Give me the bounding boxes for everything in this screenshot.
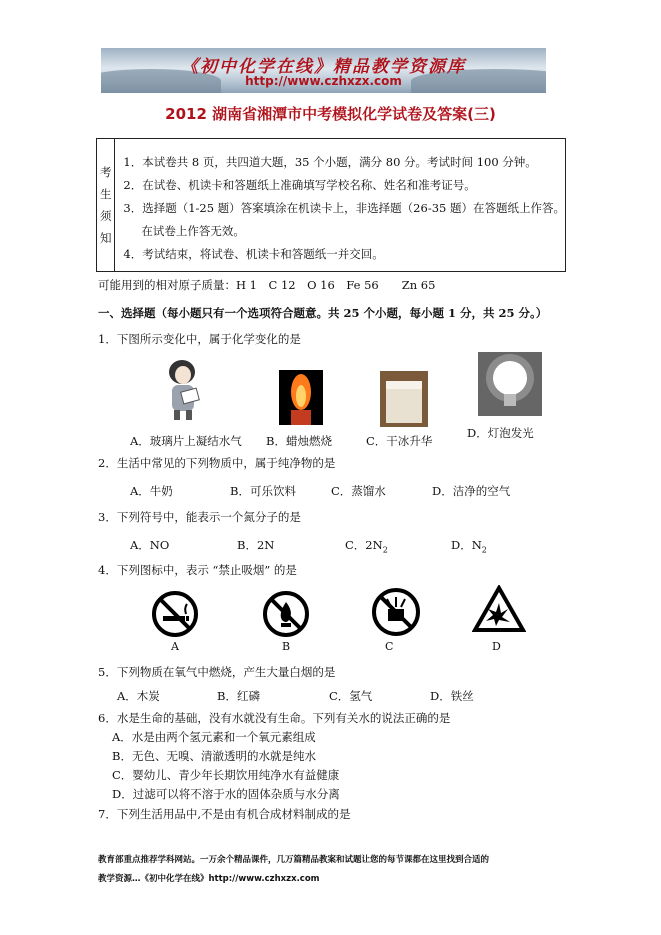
q2-option-a: A．牛奶 bbox=[130, 484, 173, 498]
banner-title: 《初中化学在线》精品教学资源库 bbox=[181, 57, 466, 77]
candle-image bbox=[279, 370, 323, 425]
notice-body bbox=[115, 139, 566, 272]
no-smoking-icon bbox=[151, 590, 199, 638]
q5-stem: 5．下列物质在氧气中燃烧，产生大量白烟的是 bbox=[98, 665, 336, 679]
q4-option-d: D bbox=[492, 640, 501, 653]
notice-label-line1: 考生 bbox=[99, 165, 112, 201]
q1-option-b: B．蜡烛燃烧 bbox=[266, 434, 332, 448]
q6-option-d: D．过滤可以将不溶于水的固体杂质与水分离 bbox=[112, 787, 340, 801]
q6-option-b: B．无色、无嗅、清澈透明的水就是纯水 bbox=[112, 749, 316, 763]
q1-option-a: A．玻璃片上凝结水气 bbox=[130, 434, 242, 448]
banner-url[interactable]: http://www.czhxzx.com bbox=[245, 74, 402, 88]
q3-option-c-subscript: 2 bbox=[382, 545, 388, 555]
light-bulb-image bbox=[478, 352, 542, 416]
q6-stem: 6．水是生命的基础，没有水就没有生命。下列有关水的说法正确的是 bbox=[98, 711, 451, 725]
no-open-flame-icon bbox=[262, 590, 310, 638]
q5-option-b: B．红磷 bbox=[217, 689, 260, 703]
q4-stem: 4．下列图标中，表示 “禁止吸烟” 的是 bbox=[98, 563, 297, 577]
notice-table bbox=[96, 138, 566, 272]
q2-option-b: B．可乐饮料 bbox=[230, 484, 296, 498]
q1-option-d: D．灯泡发光 bbox=[467, 426, 534, 440]
notice-line-4: 4．考试结束，将试卷、机读卡和答题纸一并交回。 bbox=[123, 246, 384, 261]
notice-line-2: 2．在试卷、机读卡和答题纸上准确填写学校名称、姓名和准考证号。 bbox=[123, 177, 476, 192]
footer-line-2: 教学资源…《初中化学在线》http://www.czhxzx.com bbox=[98, 874, 320, 884]
q3-stem: 3．下列符号中，能表示一个氮分子的是 bbox=[98, 510, 301, 524]
header-banner bbox=[101, 48, 546, 93]
q3-option-d-subscript: 2 bbox=[481, 545, 487, 555]
q1-stem: 1．下图所示变化中，属于化学变化的是 bbox=[98, 332, 301, 346]
footer-line-1: 教育部重点推荐学科网站。一万余个精品课件，几万篇精品教案和试题让您的每节课都在这里找到合适的 bbox=[98, 855, 490, 865]
q7-stem: 7．下列生活用品中,不是由有机合成材料制成的是 bbox=[98, 807, 351, 821]
q5-option-c: C．氢气 bbox=[329, 689, 373, 703]
explosive-warning-icon bbox=[472, 585, 526, 633]
q4-option-c: C bbox=[385, 640, 394, 653]
notice-line-3: 3．选择题（1-25 题）答案填涂在机读卡上，非选择题（26-35 题）在答题纸上作答。 bbox=[123, 200, 565, 215]
notice-label-line2: 须知 bbox=[99, 209, 112, 245]
q2-stem: 2．生活中常见的下列物质中，属于纯净物的是 bbox=[98, 456, 336, 470]
q5-option-d: D．铁丝 bbox=[430, 689, 474, 703]
no-fireworks-icon bbox=[371, 587, 421, 637]
q5-option-a: A．木炭 bbox=[117, 689, 160, 703]
dry-ice-image bbox=[380, 371, 428, 427]
q3-option-c-text: C．2N bbox=[345, 538, 383, 552]
q4-option-b: B bbox=[282, 640, 291, 653]
q3-option-b: B．2N bbox=[237, 538, 275, 552]
notice-label bbox=[97, 139, 115, 272]
section-heading: 一、选择题（每小题只有一个选项符合题意。共 25 个小题，每小题 1 分，共 25 分。） bbox=[98, 306, 548, 320]
notice-line-1: 1．本试卷共 8 页，共四道大题，35 个小题，满分 80 分。考试时间 100 分钟。 bbox=[123, 154, 537, 169]
q3-option-d bbox=[451, 537, 487, 554]
q2-option-c: C．蒸馏水 bbox=[331, 484, 386, 498]
notice-line-3-cont: 在试卷上作答无效。 bbox=[141, 223, 245, 238]
q6-option-c: C．婴幼儿、青少年长期饮用纯净水有益健康 bbox=[112, 768, 340, 782]
girl-reading-image bbox=[160, 358, 208, 420]
q6-option-a: A．水是由两个氢元素和一个氧元素组成 bbox=[112, 730, 316, 744]
q1-option-c: C．干冰升华 bbox=[366, 434, 433, 448]
q3-option-c bbox=[345, 537, 388, 554]
q3-option-a: A．NO bbox=[130, 538, 170, 552]
page-title: 2012 湖南省湘潭市中考模拟化学试卷及答案(三) bbox=[165, 105, 496, 123]
atomic-masses: 可能用到的相对原子质量：H 1 C 12 O 16 Fe 56 Zn 65 bbox=[98, 278, 436, 292]
q4-option-a: A bbox=[171, 640, 179, 653]
q3-option-d-text: D．N bbox=[451, 538, 482, 552]
q2-option-d: D．洁净的空气 bbox=[432, 484, 511, 498]
